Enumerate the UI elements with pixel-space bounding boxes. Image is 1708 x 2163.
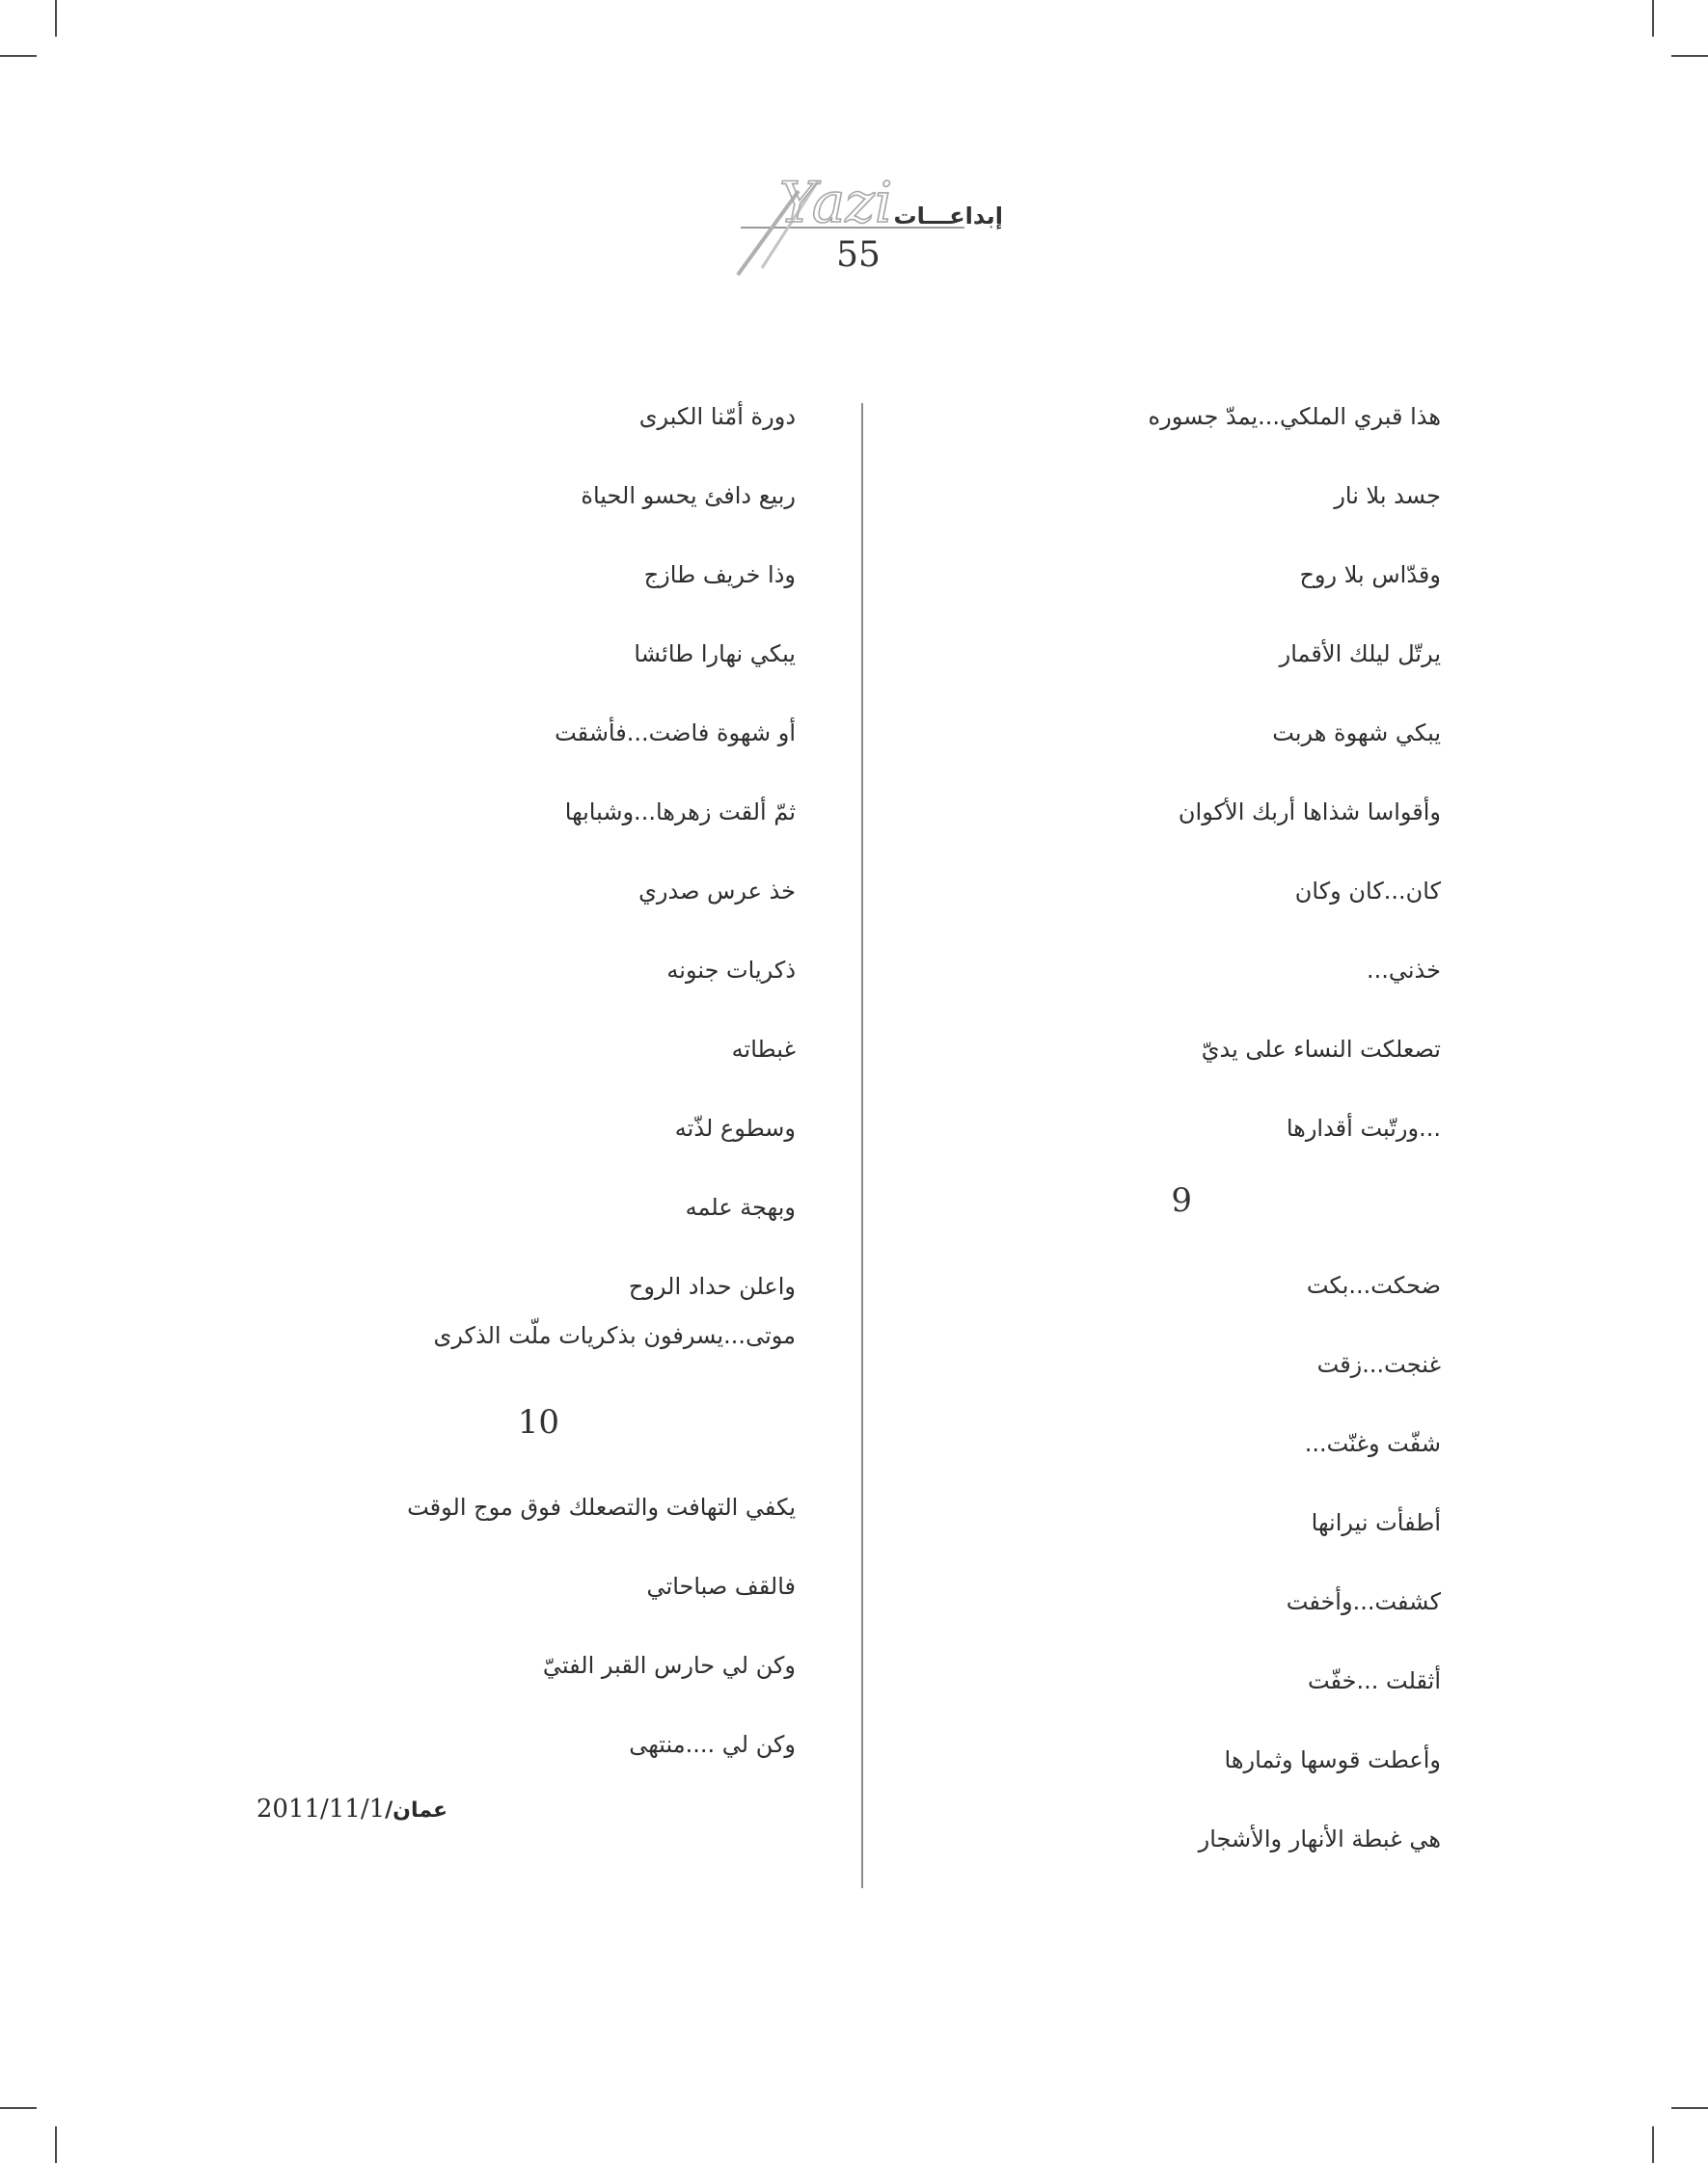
poem-line: ...ورتّبت أقدارها — [1286, 1115, 1441, 1142]
poem-line: ربيع دافئ يحسو الحياة — [581, 482, 796, 509]
section-title: إبداعـــات — [893, 203, 1003, 230]
crop-mark — [1671, 2107, 1708, 2109]
section-number: 9 — [1171, 1181, 1192, 1220]
poem-line: غنجت...زقت — [1316, 1351, 1441, 1378]
crop-mark — [1652, 2126, 1654, 2163]
poem-line: تصعلكت النساء على يديّ — [1201, 1036, 1441, 1063]
crop-mark — [0, 2107, 37, 2109]
crop-mark — [1671, 55, 1708, 57]
poem-line: يبكي نهارا طائشا — [634, 640, 796, 667]
poem-line: جسد بلا نار — [1334, 482, 1441, 509]
signature — [241, 1794, 447, 1826]
poem-line: أو شهوة فاضت...فأشقت — [555, 719, 796, 746]
poem-line: وقدّاس بلا روح — [1299, 561, 1441, 588]
poem-line: كشفت...وأخفت — [1286, 1588, 1441, 1615]
crop-mark — [0, 55, 37, 57]
poem-line: أثقلت ...خفّت — [1307, 1667, 1441, 1694]
page-number: 55 — [836, 235, 881, 275]
poem-line: خذ عرس صدري — [638, 878, 796, 905]
poem-line: موتى...يسرفون بذكريات ملّت الذكرى — [433, 1322, 796, 1349]
poem-line: وأقواسا شذاها أربك الأكوان — [1178, 798, 1441, 825]
poem-line: ذكريات جنونه — [666, 957, 796, 984]
poem-line: وذا خريف طازج — [643, 561, 796, 588]
poem-line: دورة أمّنا الكبرى — [638, 403, 796, 430]
poem-line: شفّت وغنّت... — [1304, 1430, 1441, 1457]
section-number: 10 — [517, 1403, 559, 1442]
crop-mark — [1652, 0, 1654, 37]
poem-line: غبطاته — [731, 1036, 796, 1063]
poem-line: وبهجة علمه — [685, 1194, 796, 1221]
poem-line: يبكي شهوة هربت — [1272, 719, 1441, 746]
poem-column-right — [1061, 0, 1441, 2163]
poem-line: وكن لي حارس القبر الفتيّ — [542, 1652, 796, 1679]
crop-mark — [55, 0, 57, 37]
poem-column-left — [289, 0, 796, 2163]
column-divider — [861, 403, 863, 1888]
svg-text:Yazi: Yazi — [779, 170, 893, 235]
crop-mark — [55, 2126, 57, 2163]
poem-line: هي غبطة الأنهار والأشجار — [1198, 1825, 1441, 1852]
poem-line: وأعطت قوسها وثمارها — [1224, 1746, 1441, 1773]
poem-line: يرتّل ليلك الأقمار — [1279, 640, 1441, 667]
poem-line: كان...كان وكان — [1294, 878, 1441, 905]
signature-date: 2011/11/1 — [256, 1795, 386, 1824]
poem-line: خذني... — [1366, 957, 1441, 984]
poem-line: واعلن حداد الروح — [628, 1273, 796, 1300]
poem-line: وسطوع لذّته — [674, 1115, 796, 1142]
poem-line: يكفي التهافت والتصعلك فوق موج الوقت — [407, 1494, 796, 1521]
poem-line: فالقف صباحاتي — [646, 1573, 796, 1600]
poem-line: أطفأت نيرانها — [1311, 1509, 1441, 1536]
poem-line: ضحكت...بكت — [1306, 1272, 1441, 1299]
poem-line: وكن لي ....منتهى — [629, 1731, 796, 1758]
signature-place: عمان/ — [385, 1798, 447, 1823]
poem-line: هذا قبري الملكي...يمدّ جسوره — [1148, 403, 1441, 430]
poem-line: ثمّ ألقت زهرها...وشبابها — [564, 798, 796, 825]
